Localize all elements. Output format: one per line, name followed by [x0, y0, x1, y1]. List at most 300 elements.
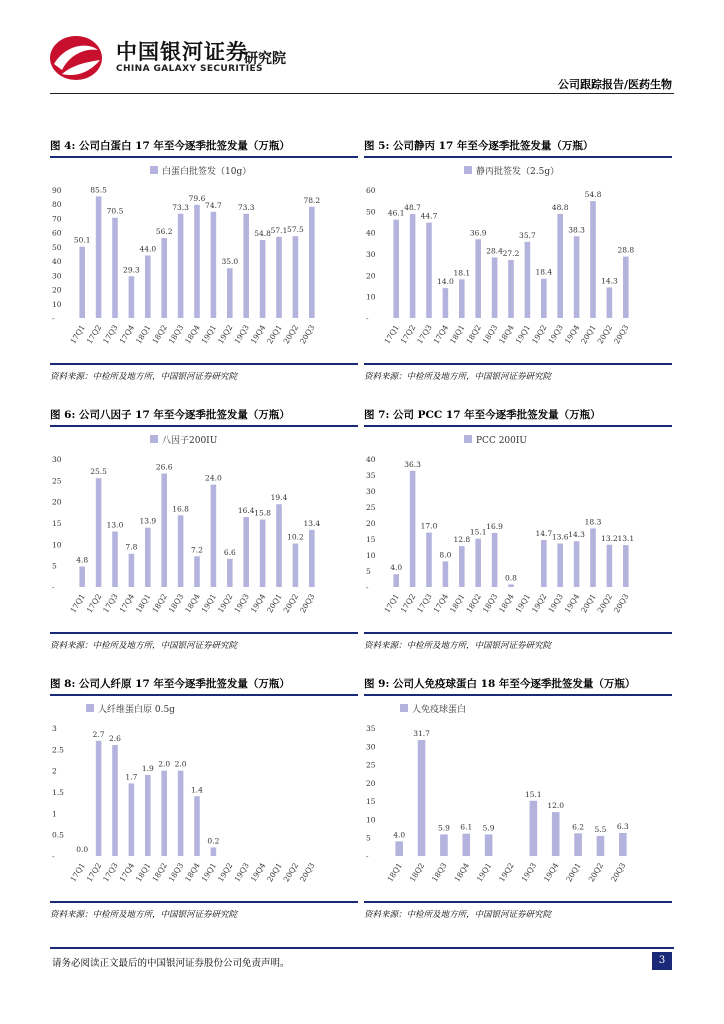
x-tick-label: 20Q1 [265, 861, 284, 884]
bar [96, 196, 102, 318]
bar [112, 745, 118, 856]
data-label: 2.0 [174, 759, 187, 769]
figure-4-title: 图 4: 公司白蛋白 17 年至今逐季批签发量（万瓶） [50, 140, 290, 152]
x-tick-label: 19Q2 [216, 861, 235, 884]
x-tick-label: 19Q1 [513, 323, 533, 346]
data-label: 48.8 [551, 202, 569, 212]
y-tick-label: 2 [52, 766, 57, 776]
data-label: 2.0 [158, 759, 171, 769]
y-tick-label: 20 [366, 519, 376, 528]
bar [619, 833, 627, 856]
x-tick-label: 19Q1 [474, 861, 494, 884]
data-label: 1.9 [141, 763, 154, 773]
data-label: 16.4 [237, 506, 255, 516]
figure-9-title: 图 9: 公司人免疫球蛋白 18 年至今逐季批签发量（万瓶） [364, 678, 636, 690]
bar [260, 520, 266, 587]
bar [508, 584, 514, 587]
x-tick-label: 19Q3 [546, 592, 565, 615]
y-tick-label: 10 [366, 292, 376, 302]
y-tick-label: 10 [366, 551, 376, 560]
x-tick-label: 18Q3 [166, 592, 186, 615]
data-label: 6.3 [616, 821, 629, 831]
bar [194, 205, 200, 318]
figure-8-source: 资料来源：中检所及地方所，中国银河证券研究院 [50, 910, 238, 920]
figure-7-top-rule [364, 425, 672, 427]
bar [178, 214, 184, 318]
legend-label: PCC 200IU [476, 436, 528, 446]
bar [129, 276, 135, 318]
data-label: 6.1 [460, 822, 473, 832]
figure-5-panel [364, 138, 672, 388]
legend-label: 静丙批签发（2.5g） [476, 167, 560, 177]
data-label: 16.8 [172, 504, 189, 514]
figure-5-source: 资料来源：中检所及地方所，中国银河证券研究院 [364, 372, 552, 382]
bar [623, 257, 629, 318]
x-tick-label: 17Q2 [84, 592, 104, 615]
figure-9-source: 资料来源：中检所及地方所，中国银河证券研究院 [364, 910, 552, 920]
figure-9-bottom-rule [364, 901, 672, 903]
x-tick-label: 18Q1 [448, 323, 467, 346]
x-tick-label: 18Q4 [452, 861, 471, 884]
data-label: 16.9 [486, 521, 503, 531]
bar [597, 836, 605, 856]
x-tick-label: 20Q3 [609, 861, 628, 884]
y-tick-label: 40 [366, 228, 376, 238]
y-tick-label: - [52, 852, 55, 861]
x-tick-label: 19Q1 [199, 592, 219, 615]
x-tick-label: 19Q1 [199, 861, 219, 884]
x-tick-label: 18Q2 [150, 323, 169, 346]
logo-english-name: CHINA GALAXY SECURITIES [116, 64, 263, 74]
data-label: 14.3 [601, 276, 618, 286]
bar [129, 554, 135, 587]
y-tick-label: 10 [366, 815, 376, 825]
y-tick-label: 15 [366, 535, 376, 544]
bar [276, 237, 282, 318]
figure-4-chart [50, 160, 358, 360]
x-tick-label: 20Q3 [612, 323, 631, 346]
x-tick-label: 19Q3 [232, 323, 251, 346]
data-label: 5.9 [482, 823, 495, 833]
bar [395, 841, 403, 856]
bar [293, 236, 299, 318]
data-label: 79.6 [188, 193, 206, 203]
y-tick-label: 20 [52, 285, 62, 295]
data-label: 13.1 [617, 534, 635, 544]
data-label: 1.7 [125, 772, 138, 782]
x-tick-label: 20Q1 [579, 592, 598, 615]
bar [607, 545, 613, 587]
data-label: 2.6 [109, 734, 121, 744]
bar [574, 236, 580, 318]
x-tick-label: 20Q2 [586, 861, 606, 884]
x-tick-label: 19Q3 [546, 323, 565, 346]
figure-4-top-rule [50, 156, 358, 158]
bar [309, 530, 315, 587]
y-tick-label: 15 [366, 797, 376, 807]
bar [459, 546, 465, 587]
y-tick-label: 30 [52, 455, 62, 464]
bar [475, 539, 481, 587]
x-tick-label: 17Q2 [84, 861, 104, 884]
data-label: 5.9 [437, 823, 450, 833]
logo-institute: 研究院 [244, 51, 286, 67]
figure-7-panel [364, 407, 672, 657]
bar [607, 287, 613, 318]
x-tick-label: 18Q2 [150, 592, 169, 615]
logo-chinese-name: 中国银河证券 [116, 40, 248, 64]
x-tick-label: 18Q3 [480, 592, 500, 615]
y-tick-label: 70 [52, 214, 62, 224]
x-tick-label: 18Q2 [464, 323, 483, 346]
bar [227, 268, 233, 318]
y-tick-label: 30 [366, 487, 376, 496]
x-tick-label: 19Q3 [232, 592, 251, 615]
x-tick-label: 17Q3 [101, 592, 120, 615]
data-label: 24.0 [205, 473, 222, 483]
x-tick-label: 18Q4 [183, 323, 202, 346]
x-tick-label: 19Q4 [248, 861, 268, 884]
data-label: 57.5 [287, 225, 304, 235]
data-label: 36.3 [404, 459, 421, 469]
y-tick-label: 30 [366, 742, 376, 752]
y-tick-label: 25 [366, 760, 376, 770]
bar [178, 771, 184, 856]
data-label: 10.2 [287, 532, 304, 542]
data-label: 0.8 [505, 573, 517, 583]
figure-5-title: 图 5: 公司静丙 17 年至今逐季批签发量（万瓶） [364, 140, 594, 152]
data-label: 48.7 [404, 203, 421, 213]
legend-swatch [86, 704, 94, 712]
bar [211, 212, 217, 318]
y-tick-label: 15 [52, 519, 62, 528]
bar [443, 288, 449, 318]
figure-6-source: 资料来源：中检所及地方所，中国银河证券研究院 [50, 641, 238, 651]
data-label: 28.4 [486, 246, 503, 256]
bar [557, 543, 563, 587]
figure-4-bottom-rule [50, 363, 358, 365]
bar [243, 214, 249, 318]
bar [79, 247, 85, 318]
x-tick-label: 17Q1 [68, 592, 87, 615]
data-label: 46.1 [387, 208, 405, 218]
y-tick-label: 5 [366, 567, 371, 576]
y-tick-label: 20 [366, 778, 376, 788]
data-label: 17.0 [420, 521, 438, 531]
data-label: 14.0 [437, 277, 454, 287]
figure-6-panel [50, 407, 358, 657]
y-tick-label: 60 [52, 228, 62, 238]
x-tick-label: 19Q4 [562, 592, 582, 615]
data-label: 18.3 [584, 517, 602, 527]
x-tick-label: 17Q3 [415, 592, 434, 615]
y-tick-label: 60 [366, 186, 376, 195]
x-tick-label: 17Q4 [431, 592, 451, 615]
figure-4-panel [50, 138, 358, 388]
data-label: 36.9 [469, 228, 487, 238]
y-tick-label: 40 [52, 257, 62, 267]
legend-swatch [464, 166, 472, 174]
legend-swatch [400, 704, 408, 712]
bar [574, 541, 580, 587]
x-tick-label: 18Q2 [150, 861, 169, 884]
data-label: 38.3 [568, 225, 585, 235]
legend-swatch [150, 166, 158, 174]
x-tick-label: 17Q1 [68, 861, 87, 884]
y-tick-label: 1 [52, 809, 57, 819]
data-label: 7.8 [125, 542, 138, 552]
x-tick-label: 19Q2 [216, 592, 235, 615]
bar [574, 833, 582, 856]
figure-8-chart [50, 698, 358, 898]
legend-label: 人纤维蛋白原 0.5g [98, 705, 175, 715]
x-tick-label: 18Q1 [448, 592, 467, 615]
data-label: 70.5 [106, 206, 124, 216]
figure-7-title: 图 7: 公司 PCC 17 年至今逐季批签发量（万瓶） [364, 409, 601, 421]
bar [552, 812, 560, 856]
x-tick-label: 19Q3 [232, 861, 251, 884]
y-tick-label: 5 [366, 833, 371, 843]
bar [161, 238, 167, 318]
x-tick-label: 19Q4 [248, 323, 268, 346]
company-logo [48, 34, 308, 82]
bar [485, 834, 493, 856]
data-label: 19.4 [270, 493, 288, 503]
y-tick-label: 30 [52, 271, 62, 281]
x-tick-label: 18Q1 [134, 861, 153, 884]
bar [309, 207, 315, 318]
x-tick-label: 17Q3 [101, 323, 120, 346]
x-tick-label: 19Q4 [248, 592, 268, 615]
x-tick-label: 18Q1 [134, 323, 153, 346]
y-tick-label: 80 [52, 200, 62, 210]
bar [161, 771, 167, 856]
bar [393, 574, 399, 587]
x-tick-label: 17Q2 [398, 592, 418, 615]
x-tick-label: 18Q3 [430, 861, 449, 884]
x-tick-label: 17Q4 [431, 323, 451, 346]
data-label: 44.0 [139, 244, 157, 254]
legend-label: 人免疫球蛋白 [412, 705, 467, 715]
x-tick-label: 17Q2 [84, 323, 104, 346]
bar [112, 218, 118, 318]
figure-5-top-rule [364, 156, 672, 158]
data-label: 78.2 [303, 195, 321, 205]
x-tick-label: 20Q3 [298, 323, 317, 346]
bar [410, 471, 416, 587]
bar [525, 242, 531, 318]
y-tick-label: 5 [52, 561, 57, 571]
y-tick-label: 20 [52, 497, 62, 507]
x-tick-label: 20Q2 [595, 592, 615, 615]
y-tick-label: 3 [52, 724, 57, 733]
data-label: 7.2 [191, 545, 203, 555]
data-label: 5.5 [594, 824, 607, 834]
bar [443, 561, 449, 587]
y-tick-label: 1.5 [52, 788, 64, 797]
y-tick-label: 50 [366, 207, 376, 217]
data-label: 6.2 [572, 822, 585, 832]
bar [418, 740, 426, 856]
x-tick-label: 20Q3 [298, 861, 317, 884]
figure-9-top-rule [364, 694, 672, 696]
data-label: 27.2 [502, 248, 520, 258]
x-tick-label: 20Q2 [595, 323, 615, 346]
figure-4-source: 资料来源：中检所及地方所，中国银河证券研究院 [50, 372, 238, 382]
data-label: 35.7 [519, 230, 536, 240]
data-label: 14.7 [535, 528, 553, 538]
bar [145, 775, 151, 856]
data-label: 13.9 [139, 516, 157, 526]
data-label: 25.5 [90, 467, 107, 477]
x-tick-label: 18Q4 [183, 861, 202, 884]
bar [492, 257, 498, 318]
data-label: 15.1 [469, 527, 487, 537]
data-label: 26.6 [155, 462, 173, 472]
y-tick-label: 35 [366, 724, 376, 733]
figure-9-chart [364, 698, 672, 898]
data-label: 29.3 [123, 265, 140, 275]
x-tick-label: 18Q4 [497, 592, 516, 615]
bar [557, 214, 563, 318]
data-label: 54.8 [584, 190, 602, 200]
x-tick-label: 20Q1 [265, 323, 284, 346]
legend-swatch [150, 435, 158, 443]
data-label: 0.2 [207, 836, 220, 846]
y-tick-label: 25 [366, 503, 376, 512]
figure-5-bottom-rule [364, 363, 672, 365]
figure-8-bottom-rule [50, 901, 358, 903]
bar [459, 279, 465, 318]
y-tick-label: 10 [52, 540, 62, 550]
footer-disclaimer: 请务必阅读正文最后的中国银河证券股份公司免责声明。 [52, 958, 290, 969]
x-tick-label: 18Q1 [134, 592, 153, 615]
figure-8-panel [50, 676, 358, 926]
data-label: 0.0 [76, 845, 89, 854]
galaxy-logo-icon [48, 34, 104, 82]
data-label: 2.7 [92, 729, 105, 739]
y-tick-label: 35 [366, 471, 376, 480]
data-label: 13.4 [303, 518, 321, 528]
bar [211, 847, 217, 856]
x-tick-label: 19Q2 [530, 323, 549, 346]
bar [178, 515, 184, 587]
data-label: 31.7 [413, 729, 430, 739]
bar [276, 504, 282, 587]
data-label: 4.0 [390, 563, 403, 573]
x-tick-label: 20Q1 [265, 592, 284, 615]
data-label: 28.8 [617, 245, 635, 255]
x-tick-label: 17Q4 [117, 323, 137, 346]
figure-8-title: 图 8: 公司人纤原 17 年至今逐季批签发量（万瓶） [50, 678, 290, 690]
x-tick-label: 20Q1 [579, 323, 598, 346]
figure-7-bottom-rule [364, 632, 672, 634]
bar [462, 834, 470, 856]
data-label: 14.3 [568, 530, 585, 540]
x-tick-label: 20Q2 [281, 861, 301, 884]
bar [508, 260, 514, 318]
x-tick-label: 17Q3 [101, 861, 120, 884]
y-tick-label: 10 [52, 299, 62, 309]
page-number: 3 [652, 952, 672, 970]
bar [145, 255, 151, 318]
bar [227, 559, 233, 587]
data-label: 44.7 [420, 211, 438, 221]
data-label: 85.5 [90, 185, 107, 195]
data-label: 15.8 [254, 508, 271, 518]
bar [410, 214, 416, 318]
figure-9-panel [364, 676, 672, 926]
x-tick-label: 18Q4 [183, 592, 202, 615]
data-label: 1.4 [191, 785, 203, 795]
legend-label: 八因子200IU [162, 436, 218, 446]
y-tick-label: - [52, 314, 55, 323]
x-tick-label: 17Q4 [117, 592, 137, 615]
bar [96, 741, 102, 856]
data-label: 12.8 [453, 535, 471, 545]
bar [426, 223, 432, 318]
x-tick-label: 18Q2 [407, 861, 427, 884]
data-label: 18.4 [535, 267, 553, 277]
data-label: 73.3 [172, 202, 189, 212]
data-label: 35.0 [221, 257, 239, 267]
bar [440, 834, 448, 856]
x-tick-label: 20Q3 [298, 592, 317, 615]
x-tick-label: 19Q4 [541, 861, 561, 884]
figure-6-top-rule [50, 425, 358, 427]
x-tick-label: 17Q1 [68, 323, 87, 346]
bar [475, 239, 481, 318]
data-label: 13.0 [106, 520, 124, 530]
bar [194, 556, 200, 587]
figure-8-top-rule [50, 694, 358, 696]
footer-divider [50, 947, 674, 949]
x-tick-label: 19Q1 [513, 592, 533, 615]
x-tick-label: 17Q3 [415, 323, 434, 346]
data-label: 73.3 [237, 202, 255, 212]
bar [590, 528, 596, 587]
x-tick-label: 18Q3 [166, 323, 186, 346]
data-label: 8.0 [439, 550, 452, 560]
figure-6-title: 图 6: 公司八因子 17 年至今逐季批签发量（万瓶） [50, 409, 290, 421]
bar [530, 801, 538, 856]
y-tick-label: 90 [52, 186, 62, 195]
x-tick-label: 17Q4 [117, 861, 137, 884]
figure-6-chart [50, 429, 358, 629]
y-tick-label: - [52, 583, 55, 592]
data-label: 6.6 [223, 547, 236, 557]
data-label: 54.8 [254, 229, 271, 239]
data-label: 13.6 [551, 532, 569, 542]
y-tick-label: 40 [366, 455, 376, 464]
data-label: 74.7 [205, 200, 222, 210]
bar [112, 532, 118, 587]
y-tick-label: - [366, 852, 369, 861]
y-tick-label: 20 [366, 271, 376, 281]
x-tick-label: 20Q2 [281, 323, 301, 346]
bar [129, 783, 135, 856]
figure-5-chart [364, 160, 672, 360]
x-tick-label: 19Q2 [216, 323, 235, 346]
x-tick-label: 19Q1 [199, 323, 219, 346]
bar [211, 485, 217, 587]
data-label: 4.0 [393, 830, 406, 840]
x-tick-label: 18Q1 [385, 861, 404, 884]
report-type: 公司跟踪报告/医药生物 [557, 78, 672, 91]
bar [590, 201, 596, 318]
y-tick-label: 0.5 [52, 830, 64, 840]
y-tick-label: - [366, 583, 369, 592]
